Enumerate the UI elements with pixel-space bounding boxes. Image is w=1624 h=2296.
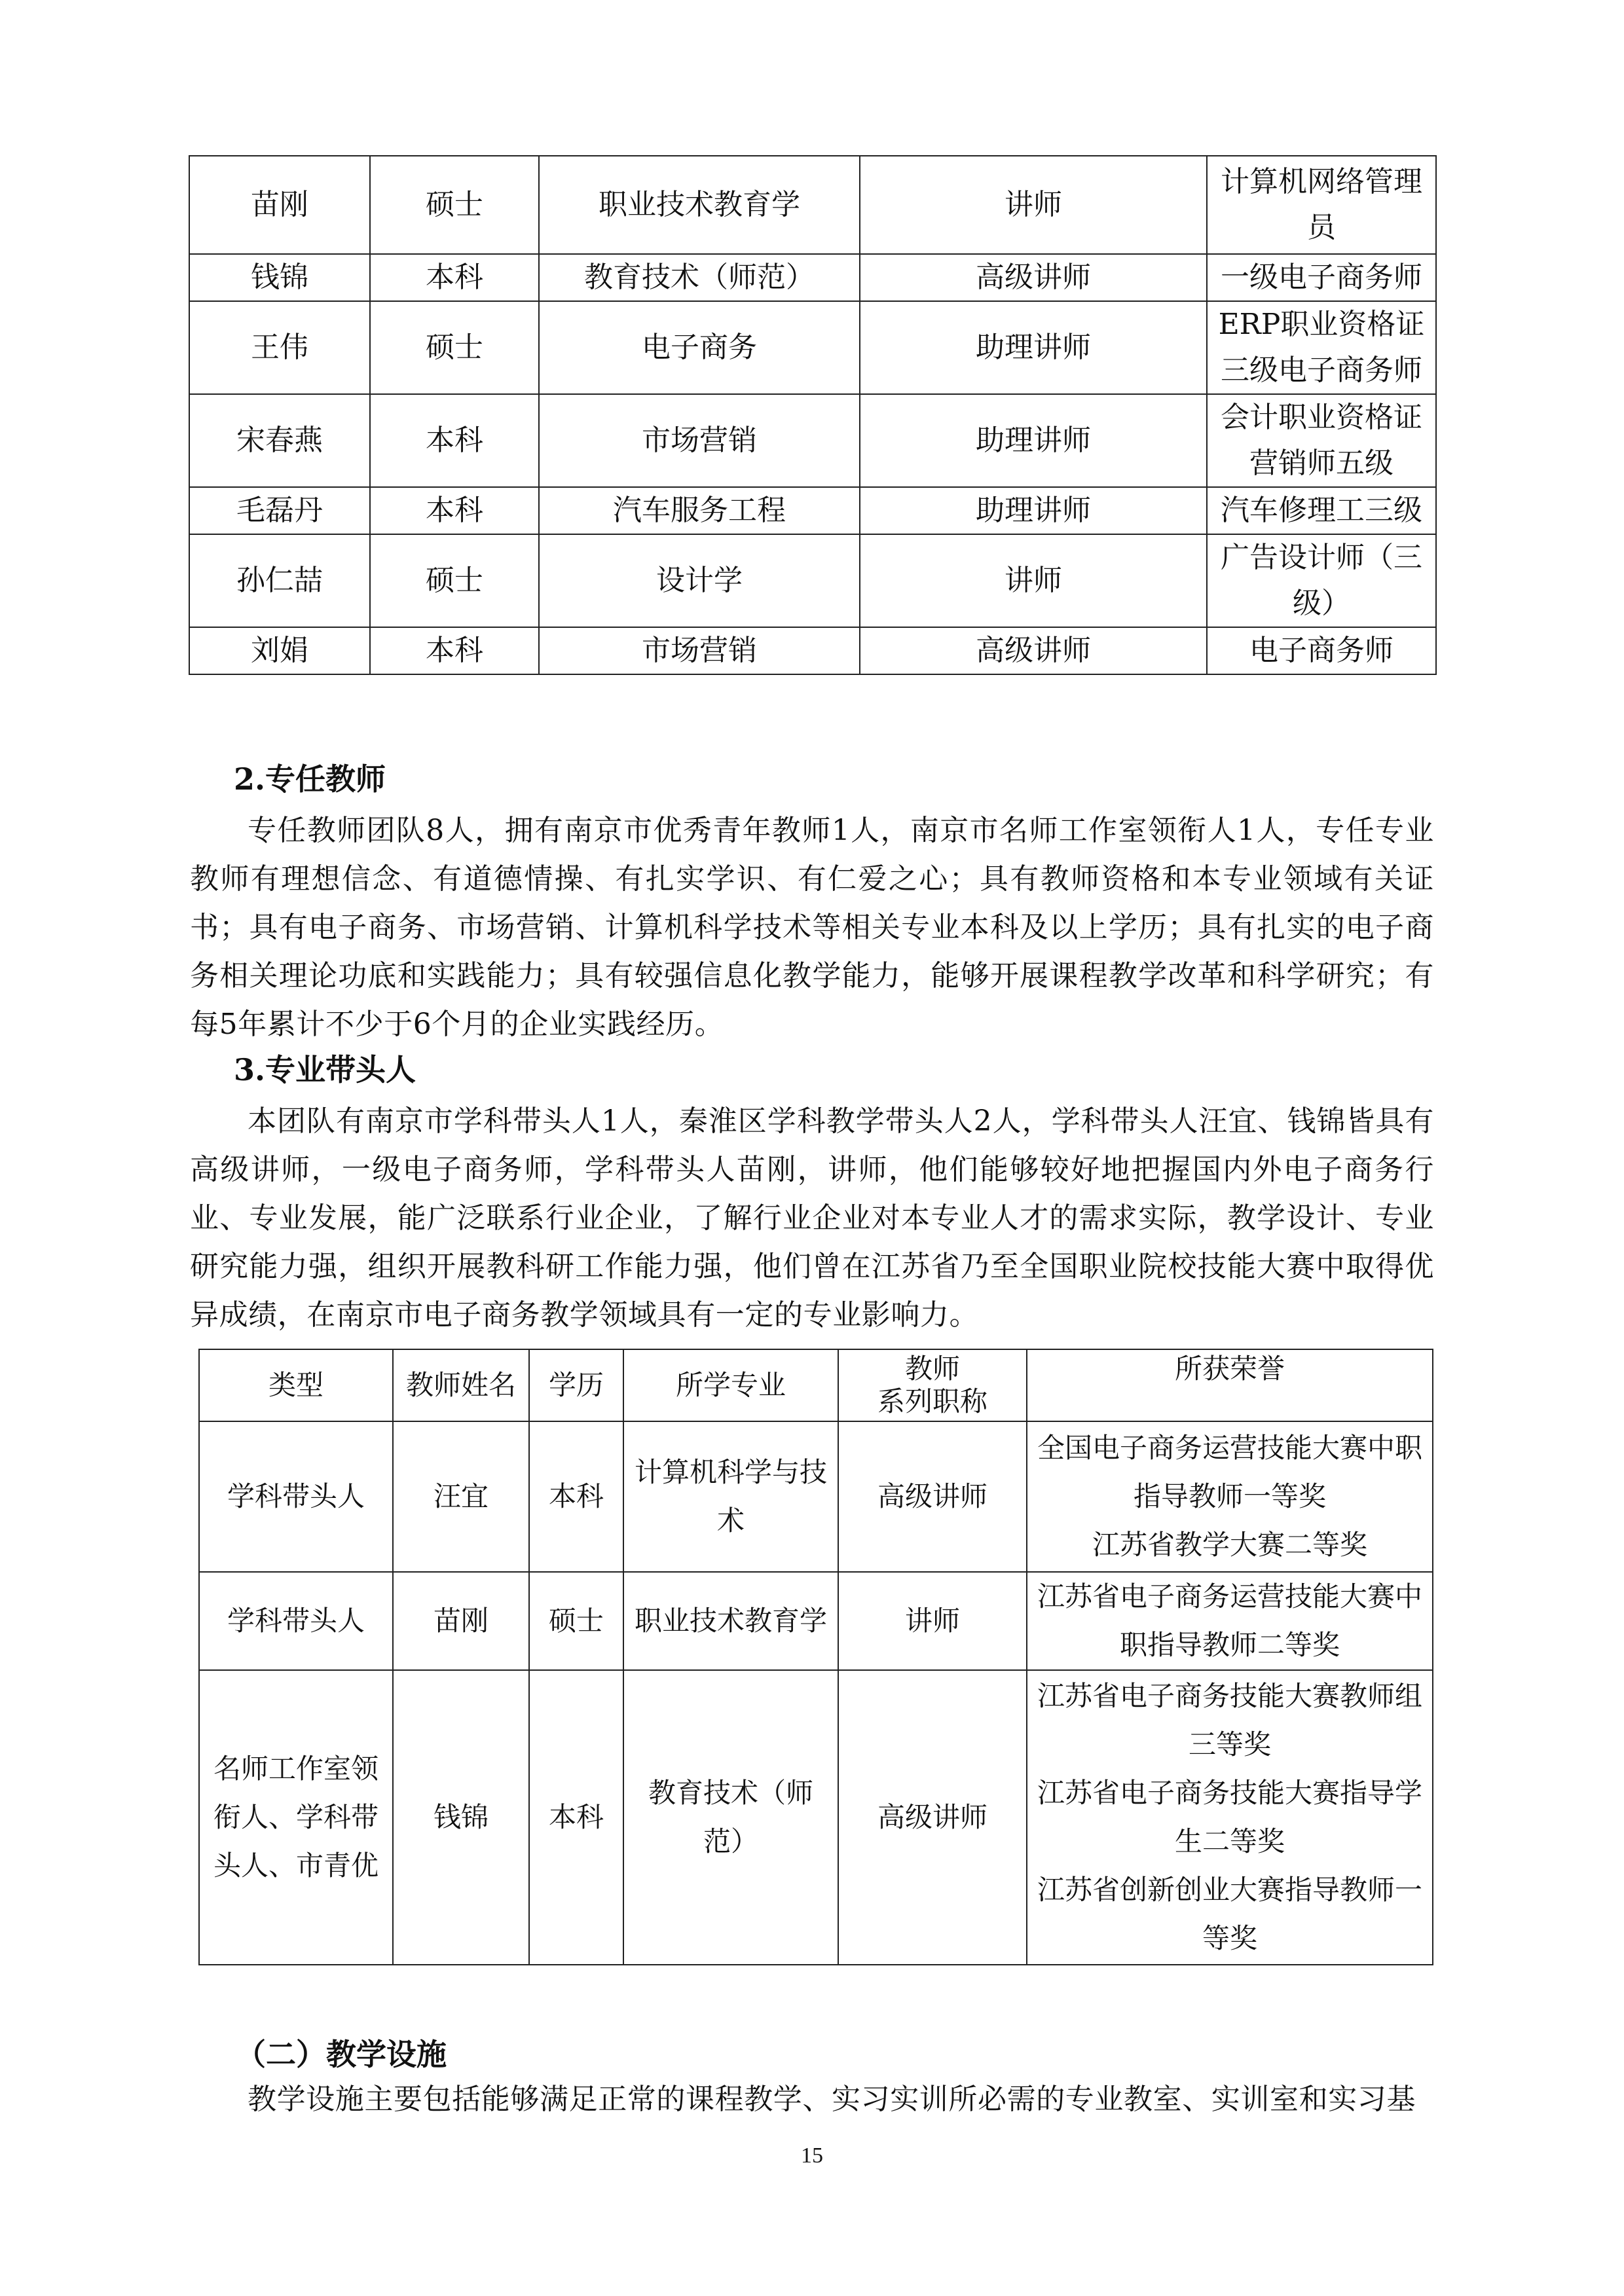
facilities-paragraph: 教学设施主要包括能够满足正常的课程教学、实习实训所必需的专业教室、实训室和实习基 — [248, 2083, 1416, 2116]
table-cell: 本科 — [370, 627, 539, 674]
table-cell: 学科带头人 — [199, 1572, 393, 1670]
table-header-cell: 所学专业 — [623, 1349, 838, 1421]
leader-table — [198, 1349, 1433, 1965]
table-row — [189, 156, 1436, 254]
table-cell: 计算机网络管理员 — [1207, 156, 1436, 254]
table-cell: 宋春燕 — [189, 394, 370, 487]
table-cell: 硕士 — [529, 1572, 623, 1670]
table-cell: 讲师 — [860, 156, 1207, 254]
section-heading-facilities: （二）教学设施 — [236, 2037, 447, 2072]
table-row — [189, 254, 1436, 301]
table-cell: 高级讲师 — [838, 1421, 1027, 1572]
table-row — [199, 1421, 1433, 1572]
table-cell: 会计职业资格证 营销师五级 — [1207, 394, 1436, 487]
table-cell: 硕士 — [370, 301, 539, 394]
table-cell: 设计学 — [539, 534, 860, 627]
table-cell: 教育技术（师范） — [623, 1670, 838, 1965]
section-heading-program-leader: 3.专业带头人 — [234, 1052, 416, 1087]
table-cell: 苗刚 — [189, 156, 370, 254]
table-row — [189, 394, 1436, 487]
table-row — [199, 1572, 1433, 1670]
table-cell: 汽车服务工程 — [539, 487, 860, 534]
table-cell: 毛磊丹 — [189, 487, 370, 534]
table-cell: 刘娟 — [189, 627, 370, 674]
table-cell: 讲师 — [860, 534, 1207, 627]
table-cell: 全国电子商务运营技能大赛中职指导教师一等奖 江苏省教学大赛二等奖 — [1027, 1421, 1433, 1572]
full-time-teachers-paragraph: 专任教师团队8人，拥有南京市优秀青年教师1人，南京市名师工作室领衔人1人，专任专业教师有理想信念、有道德情操、有扎实学识、有仁爱之心；具有教师资格和本专业领域有关证书；具有电子商务、市场营销、计算机科学技术等相关专业本科及以上学历；具有扎实的电子商务相关理论功底和实践能力；具有较强信息化教学能力，能够开展课程教学改革和科学研究；有每5年累计不少于6个月的企业实践经历。 — [190, 814, 1434, 1041]
section-heading-full-time-teachers: 2.专任教师 — [234, 761, 386, 797]
program-leader-paragraph: 本团队有南京市学科带头人1人，秦淮区学科教学带头人2人，学科带头人汪宜、钱锦皆具有高级讲师，一级电子商务师，学科带头人苗刚，讲师，他们能够较好地把握国内外电子商务行业、专业发展，能广泛联系行业企业，了解行业企业对本专业人才的需求实际，教学设计、专业研究能力强，组织开展教科研工作能力强，他们曾在江苏省乃至全国职业院校技能大赛中取得优异成绩，在南京市电子商务教学领域具有一定的专业影响力。 — [190, 1104, 1434, 1332]
table-cell: 硕士 — [370, 534, 539, 627]
table-cell: 本科 — [370, 394, 539, 487]
table-cell: 本科 — [370, 487, 539, 534]
teacher-table — [189, 155, 1437, 675]
table-header-cell: 类型 — [199, 1349, 393, 1421]
table-cell: 汽车修理工三级 — [1207, 487, 1436, 534]
table-cell: 本科 — [370, 254, 539, 301]
table-cell: 计算机科学与技术 — [623, 1421, 838, 1572]
table-cell: 电子商务 — [539, 301, 860, 394]
table-header-cell: 教师 系列职称 — [838, 1349, 1027, 1421]
table-cell: 讲师 — [838, 1572, 1027, 1670]
table-cell: ERP职业资格证 三级电子商务师 — [1207, 301, 1436, 394]
table-row — [189, 301, 1436, 394]
table-header-row — [199, 1349, 1433, 1421]
table-row — [189, 627, 1436, 674]
table-cell: 高级讲师 — [860, 254, 1207, 301]
table-cell: 一级电子商务师 — [1207, 254, 1436, 301]
table-cell: 职业技术教育学 — [623, 1572, 838, 1670]
table-cell: 助理讲师 — [860, 301, 1207, 394]
table-cell: 江苏省电子商务运营技能大赛中职指导教师二等奖 — [1027, 1572, 1433, 1670]
page-number: 15 — [801, 2143, 823, 2168]
table-cell: 孙仁喆 — [189, 534, 370, 627]
table-cell: 本科 — [529, 1670, 623, 1965]
table-cell: 教育技术（师范） — [539, 254, 860, 301]
table-row — [189, 487, 1436, 534]
table-cell: 王伟 — [189, 301, 370, 394]
table-cell: 电子商务师 — [1207, 627, 1436, 674]
table-row — [199, 1670, 1433, 1965]
table-cell: 学科带头人 — [199, 1421, 393, 1572]
table-cell: 硕士 — [370, 156, 539, 254]
table-cell: 苗刚 — [393, 1572, 529, 1670]
table-cell: 市场营销 — [539, 627, 860, 674]
table-cell: 职业技术教育学 — [539, 156, 860, 254]
table-cell: 名师工作室领衔人、学科带头人、市青优 — [199, 1670, 393, 1965]
table-cell: 高级讲师 — [860, 627, 1207, 674]
table-cell: 钱锦 — [393, 1670, 529, 1965]
table-header-cell: 教师姓名 — [393, 1349, 529, 1421]
table-cell: 高级讲师 — [838, 1670, 1027, 1965]
table-cell: 江苏省电子商务技能大赛教师组三等奖 江苏省电子商务技能大赛指导学生二等奖 江苏省创新创业大赛指导教师一等奖 — [1027, 1670, 1433, 1965]
table-header-cell: 学历 — [529, 1349, 623, 1421]
table-cell: 助理讲师 — [860, 487, 1207, 534]
table-cell: 广告设计师（三级） — [1207, 534, 1436, 627]
table-cell: 本科 — [529, 1421, 623, 1572]
table-header-cell: 所获荣誉 — [1027, 1349, 1433, 1421]
table-cell: 助理讲师 — [860, 394, 1207, 487]
table-cell: 钱锦 — [189, 254, 370, 301]
table-cell: 市场营销 — [539, 394, 860, 487]
table-cell: 汪宜 — [393, 1421, 529, 1572]
table-row — [189, 534, 1436, 627]
